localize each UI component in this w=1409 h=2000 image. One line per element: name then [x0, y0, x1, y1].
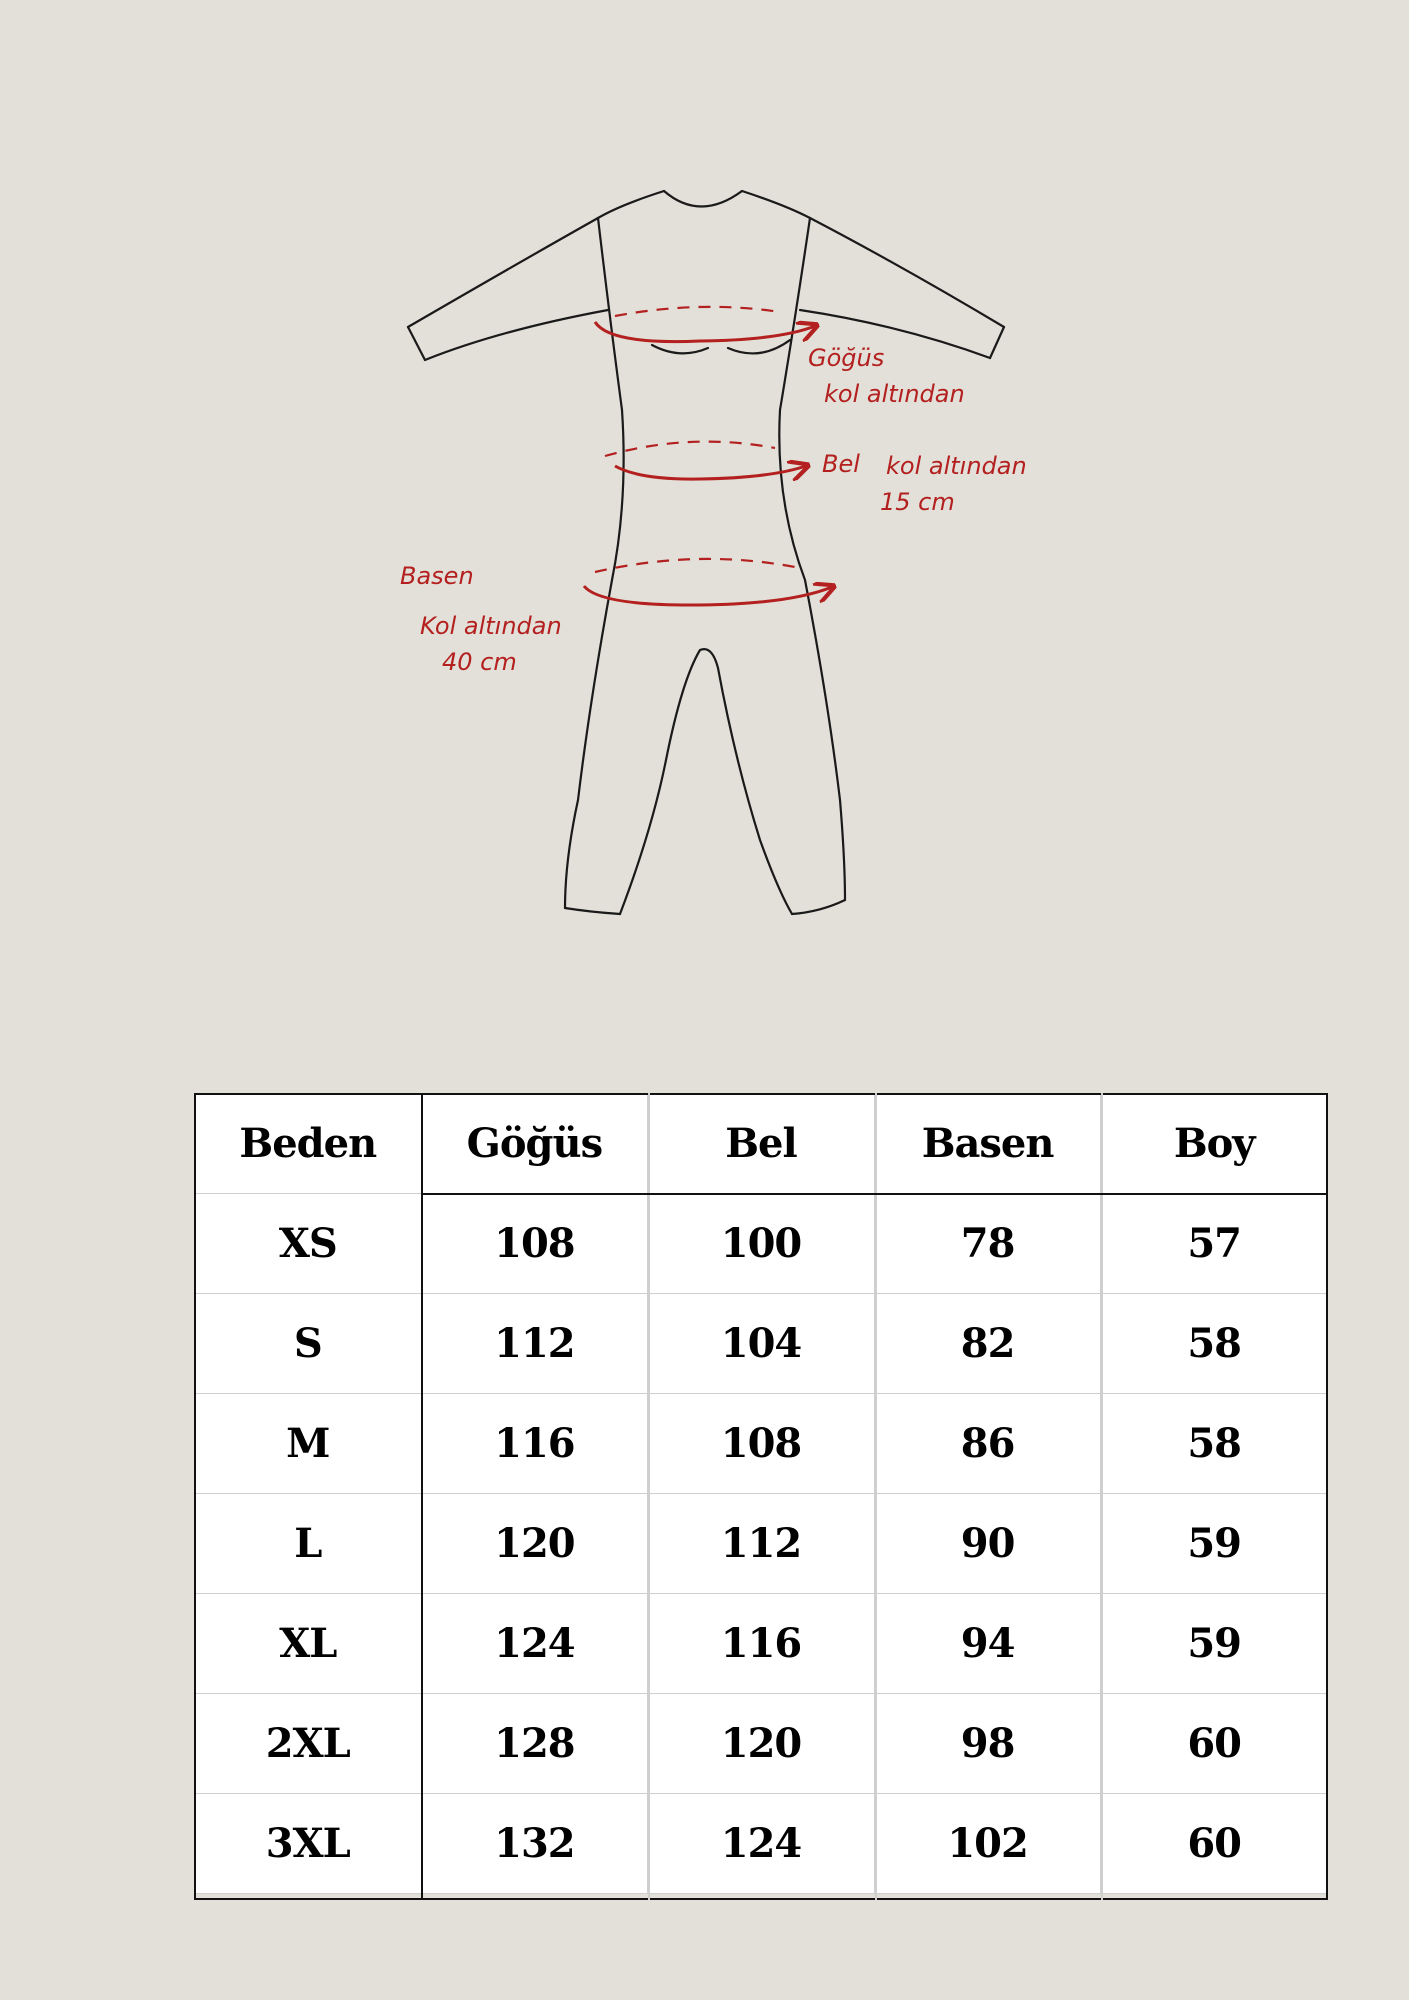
table-row [195, 1494, 1328, 1594]
column-header: Boy [1101, 1094, 1328, 1194]
measurement-cell: 128 [421, 1694, 648, 1794]
column-header: Basen [874, 1094, 1101, 1194]
column-header: Beden [195, 1094, 422, 1194]
table-row [195, 1794, 1328, 1894]
measurement-cell: 112 [648, 1494, 875, 1594]
hip-offset-label: 40 cm [442, 648, 517, 676]
size-cell: XS [195, 1194, 422, 1294]
measurement-cell: 112 [421, 1294, 648, 1394]
column-header: Bel [648, 1094, 875, 1194]
table-row [195, 1194, 1328, 1294]
measurement-cell: 120 [648, 1694, 875, 1794]
column-header: Göğüs [421, 1094, 648, 1194]
jumpsuit-outline [408, 191, 1004, 914]
size-cell: 3XL [195, 1794, 422, 1894]
size-cell: XL [195, 1594, 422, 1694]
measurement-cell: 100 [648, 1194, 875, 1294]
measurement-cell: 120 [421, 1494, 648, 1594]
size-chart-table [194, 1093, 1328, 1894]
measurement-cell: 60 [1101, 1694, 1328, 1794]
measurement-cell: 108 [648, 1394, 875, 1494]
measurement-cell: 90 [874, 1494, 1101, 1594]
size-cell: 2XL [195, 1694, 422, 1794]
size-cell: S [195, 1294, 422, 1394]
measurement-cell: 104 [648, 1294, 875, 1394]
measurement-cell: 102 [874, 1794, 1101, 1894]
table-row [195, 1294, 1328, 1394]
hip-label: Basen [400, 562, 474, 590]
size-cell: M [195, 1394, 422, 1494]
measurement-cell: 94 [874, 1594, 1101, 1694]
waist-measure-arrow [605, 442, 806, 479]
measurement-cell: 82 [874, 1294, 1101, 1394]
hip-measure-arrow [584, 559, 832, 605]
chest-label: Göğüs [808, 344, 885, 372]
table-header-row [195, 1094, 1328, 1194]
waist-offset-label: 15 cm [880, 488, 955, 516]
measurement-cell: 58 [1101, 1394, 1328, 1494]
chest-measure-arrow [595, 307, 815, 342]
waist-label: Bel [822, 450, 860, 478]
measurement-cell: 58 [1101, 1294, 1328, 1394]
measurement-cell: 98 [874, 1694, 1101, 1794]
waist-sub-label: kol altından [886, 452, 1027, 480]
measurement-cell: 116 [648, 1594, 875, 1694]
table-row [195, 1694, 1328, 1794]
measurement-cell: 132 [421, 1794, 648, 1894]
measurement-cell: 60 [1101, 1794, 1328, 1894]
size-cell: L [195, 1494, 422, 1594]
table-row [195, 1594, 1328, 1694]
measurement-cell: 78 [874, 1194, 1101, 1294]
measurement-cell: 59 [1101, 1594, 1328, 1694]
table-row [195, 1394, 1328, 1494]
measurement-cell: 108 [421, 1194, 648, 1294]
measurement-cell: 124 [648, 1794, 875, 1894]
measurement-cell: 59 [1101, 1494, 1328, 1594]
measurement-cell: 86 [874, 1394, 1101, 1494]
garment-sketch [0, 0, 1409, 980]
table-body [195, 1194, 1328, 1894]
measurement-cell: 124 [421, 1594, 648, 1694]
measurement-cell: 57 [1101, 1194, 1328, 1294]
chest-sub-label: kol altından [824, 380, 965, 408]
hip-sub-label: Kol altından [420, 612, 562, 640]
measurement-cell: 116 [421, 1394, 648, 1494]
